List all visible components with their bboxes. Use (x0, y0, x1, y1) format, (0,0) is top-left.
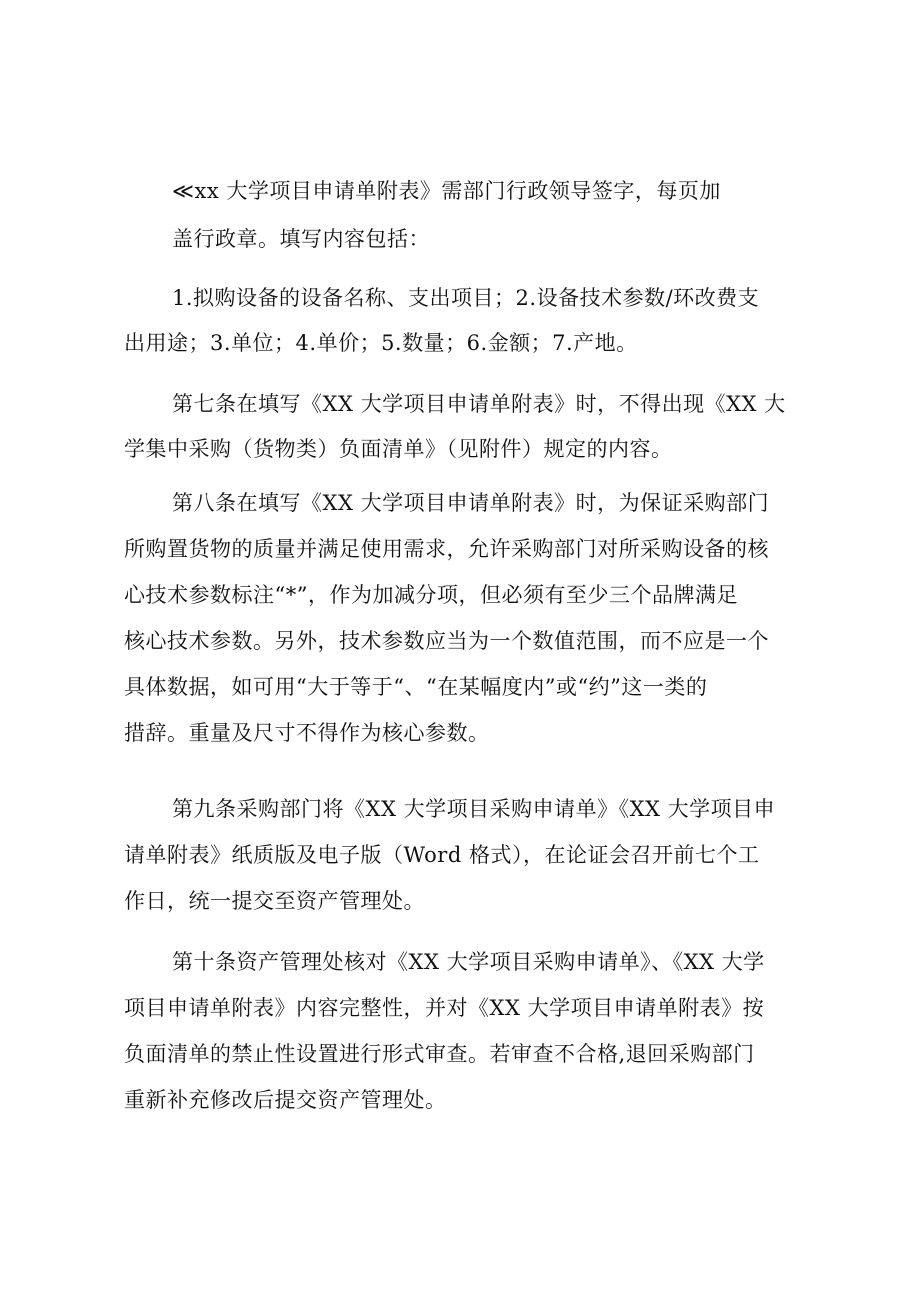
paragraph-6-line-3: 负面清单的禁止性设置进行形式审查。若审查不合格,退回采购部门 (124, 1042, 755, 1066)
paragraph-6-line-4: 重新补充修改后提交资产管理处。 (124, 1088, 447, 1112)
paragraph-3-line-2: 学集中采购（货物类）负面清单》（见附件）规定的内容。 (124, 437, 673, 461)
paragraph-5-line-1: 第九条采购部门将《XX 大学项目采购申请单》《XX 大学项目申 (172, 797, 776, 821)
paragraph-6-line-1: 第十条资产管理处核对《XX 大学项目采购申请单》、《XX 大学 (172, 950, 765, 974)
paragraph-2-line-1: 1.拟购设备的设备名称、支出项目；2.设备技术参数/环改费支 (172, 286, 760, 310)
paragraph-2-line-2: 出用途；3.单位；4.单价；5.数量；6.金额；7.产地。 (124, 331, 638, 355)
paragraph-3-line-1: 第七条在填写《XX 大学项目申请单附表》时，不得出现《XX 大 (172, 392, 786, 416)
paragraph-4-line-5: 具体数据，如可用“大于等于“、“在某幅度内”或“约”这一类的 (124, 675, 708, 699)
paragraph-6-line-2: 项目申请单附表》内容完整性，并对《XX 大学项目申请单附表》按 (124, 996, 765, 1020)
paragraph-4-line-3: 心技术参数标注“*”，作为加减分项，但必须有至少三个品牌满足 (124, 583, 738, 607)
paragraph-4-line-2: 所购置货物的质量并满足使用需求，允许采购部门对所采购设备的核 (124, 537, 769, 561)
paragraph-4-line-6: 措辞。重量及尺寸不得作为核心参数。 (124, 721, 490, 745)
paragraph-4-line-1: 第八条在填写《XX 大学项目申请单附表》时，为保证采购部门 (172, 491, 770, 515)
paragraph-5-line-3: 作日，统一提交至资产管理处。 (124, 889, 425, 913)
paragraph-4-line-4: 核心技术参数。另外，技术参数应当为一个数值范围，而不应是一个 (124, 629, 769, 653)
paragraph-5-line-2: 请单附表》纸质版及电子版（Word 格式），在论证会召开前七个工 (124, 843, 760, 867)
paragraph-1-line-1: ≪xx 大学项目申请单附表》需部门行政领导签字，每页加 (172, 179, 721, 203)
paragraph-1-line-2: 盖行政章。填写内容包括： (172, 227, 430, 251)
